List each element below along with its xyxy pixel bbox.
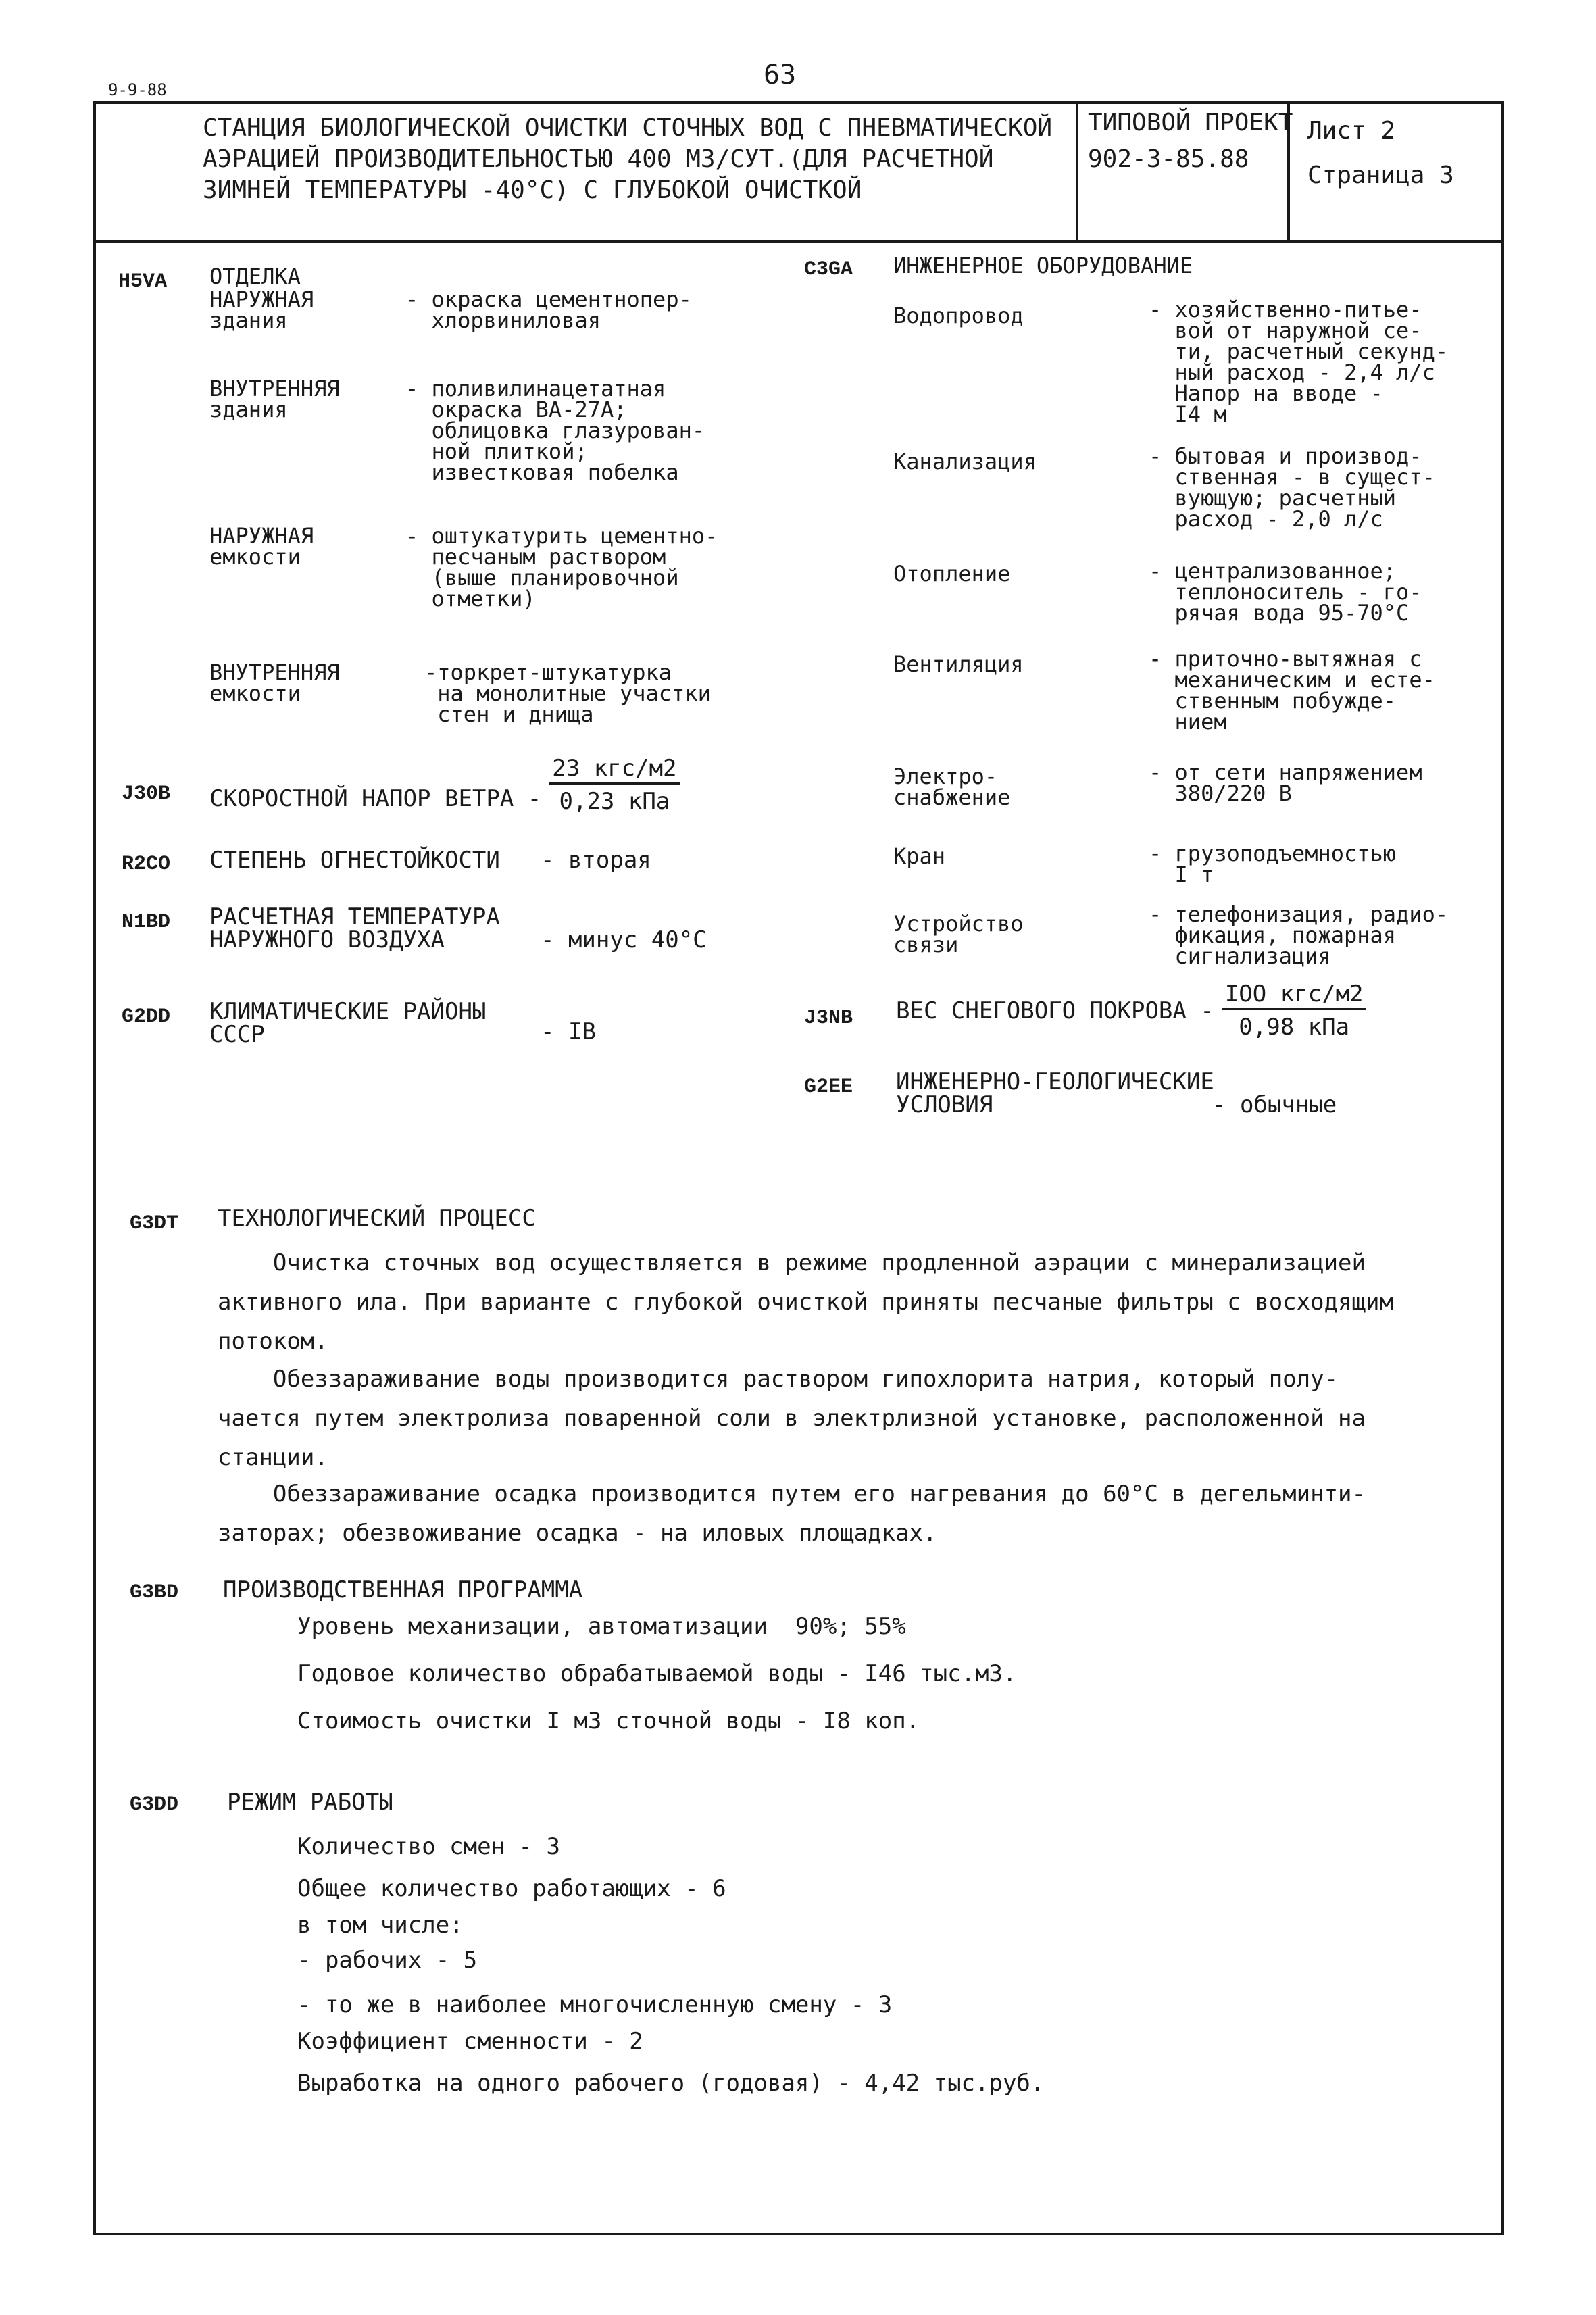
engineering-label-6: Кран bbox=[893, 843, 946, 869]
sheet-number: Лист 2 bbox=[1307, 117, 1396, 145]
process-code: G3DT bbox=[130, 1212, 179, 1235]
engineering-label-3: Отопление bbox=[893, 561, 1011, 587]
wind-denominator: 0,23 кПа bbox=[559, 788, 670, 815]
snow-label: ВЕС СНЕГОВОГО ПОКРОВА - bbox=[896, 997, 1214, 1024]
fire-label: СТЕПЕНЬ ОГНЕСТОЙКОСТИ bbox=[209, 847, 500, 874]
wind-code: J30B bbox=[122, 782, 171, 805]
finishing-label-4: ВНУТРЕННЯЯ емкости bbox=[209, 659, 340, 706]
program-code: G3BD bbox=[130, 1581, 179, 1604]
title-line-2: АЭРАЦИЕЙ ПРОИЗВОДИТЕЛЬНОСТЬЮ 400 МЗ/СУТ.(ДЛЯ РАСЧЕТНОЙ bbox=[203, 145, 994, 173]
program-line-3: Стоимость очистки I м3 сточной воды - I8 коп. bbox=[297, 1708, 920, 1735]
finishing-label-2: ВНУТРЕННЯЯ здания bbox=[209, 376, 340, 422]
program-line-2: Годовое количество обрабатываемой воды - I46 тыс.м3. bbox=[297, 1660, 1017, 1687]
engineering-code: C3GA bbox=[804, 258, 853, 281]
engineering-value-2: - бытовая и производ- ственная - в сущест- вующую; расчетный расход - 2,0 л/с bbox=[1149, 443, 1435, 532]
finishing-value-2: - поливилинацетатная окраска ВА-27А; облицовка глазурован- ной плиткой; известковая побелка bbox=[405, 376, 705, 485]
finishing-value-1: - окраска цементнопер- хлорвиниловая bbox=[405, 287, 692, 333]
project-number: 902-3-85.88 bbox=[1088, 145, 1249, 173]
fire-value: - вторая bbox=[541, 847, 651, 874]
engineering-value-3: - централизованное; теплоноситель - го- рячая вода 95-70°С bbox=[1149, 558, 1422, 626]
wind-label: СКОРОСТНОЙ НАПОР ВЕТРА - bbox=[209, 785, 542, 812]
program-line-1: Уровень механизации, автоматизации 90%; 55% bbox=[297, 1613, 906, 1640]
process-paragraph-2: Обеззараживание воды производится раствором гипохлорита натрия, который полу- чается путем электролиза поваренной соли в электрлизной установке, расположенной на станции. bbox=[218, 1366, 1366, 1471]
mode-line-2: Общее количество работающих - 6 bbox=[297, 1875, 726, 1902]
finishing-label-3: НАРУЖНАЯ емкости bbox=[209, 523, 314, 570]
header-divider bbox=[93, 240, 1504, 243]
geology-code: G2EE bbox=[804, 1076, 853, 1099]
mode-line-7: Выработка на одного рабочего (годовая) - 4,42 тыс.руб. bbox=[297, 2070, 1045, 2097]
finishing-title: ОТДЕЛКА bbox=[209, 264, 301, 289]
date-stamp: 9-9-88 bbox=[108, 80, 167, 99]
finishing-value-4: -торкрет-штукатурка на монолитные участки стен и днища bbox=[424, 659, 711, 727]
mode-line-3: в том числе: bbox=[297, 1912, 464, 1939]
wind-numerator: 23 кгс/м2 bbox=[549, 757, 679, 785]
engineering-label-4: Вентиляция bbox=[893, 651, 1024, 677]
snow-fraction bbox=[1222, 982, 1366, 1039]
mode-line-4: - рабочих - 5 bbox=[297, 1947, 478, 1974]
program-title: ПРОИЗВОДСТВЕННАЯ ПРОГРАММА bbox=[223, 1576, 583, 1603]
mode-line-6: Коэффициент сменности - 2 bbox=[297, 2028, 643, 2055]
climate-value: - IВ bbox=[541, 1018, 596, 1045]
engineering-label-2: Канализация bbox=[893, 449, 1037, 474]
process-title: ТЕХНОЛОГИЧЕСКИЙ ПРОЦЕСС bbox=[218, 1205, 536, 1232]
header-col-divider-1 bbox=[1076, 101, 1078, 242]
climate-code: G2DD bbox=[122, 1005, 171, 1028]
page-number: 63 bbox=[764, 59, 797, 91]
temperature-label: РАСЧЕТНАЯ ТЕМПЕРАТУРА НАРУЖНОГО ВОЗДУХА bbox=[209, 903, 500, 953]
snow-numerator: IOO кгс/м2 bbox=[1222, 982, 1366, 1010]
snow-denominator: 0,98 кПа bbox=[1239, 1014, 1350, 1041]
mode-title: РЕЖИМ РАБОТЫ bbox=[227, 1789, 393, 1816]
finishing-code: H5VA bbox=[118, 270, 168, 293]
engineering-title: ИНЖЕНЕРНОЕ ОБОРУДОВАНИЕ bbox=[893, 253, 1193, 278]
temperature-code: N1BD bbox=[122, 911, 171, 934]
engineering-value-5: - от сети напряжением 380/220 В bbox=[1149, 760, 1422, 806]
title-line-1: СТАНЦИЯ БИОЛОГИЧЕСКОЙ ОЧИСТКИ СТОЧНЫХ ВОД С ПНЕВМАТИЧЕСКОЙ bbox=[203, 114, 1053, 142]
snow-code: J3NB bbox=[804, 1007, 853, 1030]
process-paragraph-1: Очистка сточных вод осуществляется в режиме продленной аэрации с минерализацией активного ила. При варианте с глубокой очисткой приняты песчаные фильтры с восходящим потоком. bbox=[218, 1249, 1393, 1355]
title-line-3: ЗИМНЕЙ ТЕМПЕРАТУРЫ -40°С) С ГЛУБОКОЙ ОЧИСТКОЙ bbox=[203, 176, 862, 204]
engineering-value-6: - грузоподъемностью I т bbox=[1149, 841, 1397, 887]
wind-fraction bbox=[549, 757, 679, 813]
process-paragraph-3: Обеззараживание осадка производится путем его нагревания до 60°С в дегельминти- заторах; обезвоживание осадка - на иловых площадках. bbox=[218, 1480, 1366, 1547]
geology-label: ИНЖЕНЕРНО-ГЕОЛОГИЧЕСКИЕ УСЛОВИЯ bbox=[896, 1068, 1214, 1118]
engineering-value-7: - телефонизация, радио- фикация, пожарная сигнализация bbox=[1149, 901, 1449, 969]
page-label: Страница 3 bbox=[1307, 161, 1454, 189]
wind-row bbox=[209, 757, 680, 813]
mode-line-5: - то же в наиболее многочисленную смену - 3 bbox=[297, 1991, 893, 2018]
geology-value: - обычные bbox=[1212, 1091, 1337, 1118]
engineering-value-1: - хозяйственно-питье- вой от наружной се- ти, расчетный секунд- ный расход - 2,4 л/с Напор на вводе - I4 м bbox=[1149, 297, 1449, 427]
mode-code: G3DD bbox=[130, 1793, 179, 1816]
engineering-value-4: - приточно-вытяжная с механическим и есте- ственным побужде- нием bbox=[1149, 646, 1435, 735]
climate-label: КЛИМАТИЧЕСКИЕ РАЙОНЫ СССР bbox=[209, 998, 487, 1048]
engineering-label-1: Водопровод bbox=[893, 303, 1024, 328]
engineering-label-5: Электро- снабжение bbox=[893, 764, 1011, 810]
engineering-label-7: Устройство связи bbox=[893, 911, 1024, 957]
finishing-label-1: НАРУЖНАЯ здания bbox=[209, 287, 314, 333]
project-label: ТИПОВОЙ ПРОЕКТ bbox=[1088, 109, 1293, 136]
finishing-value-3: - оштукатурить цементно- песчаным раствором (выше планировочной отметки) bbox=[405, 523, 718, 612]
fire-code: R2CO bbox=[122, 853, 171, 876]
mode-line-1: Количество смен - 3 bbox=[297, 1833, 560, 1860]
temperature-value: - минус 40°С bbox=[541, 926, 707, 953]
snow-row bbox=[896, 982, 1366, 1039]
